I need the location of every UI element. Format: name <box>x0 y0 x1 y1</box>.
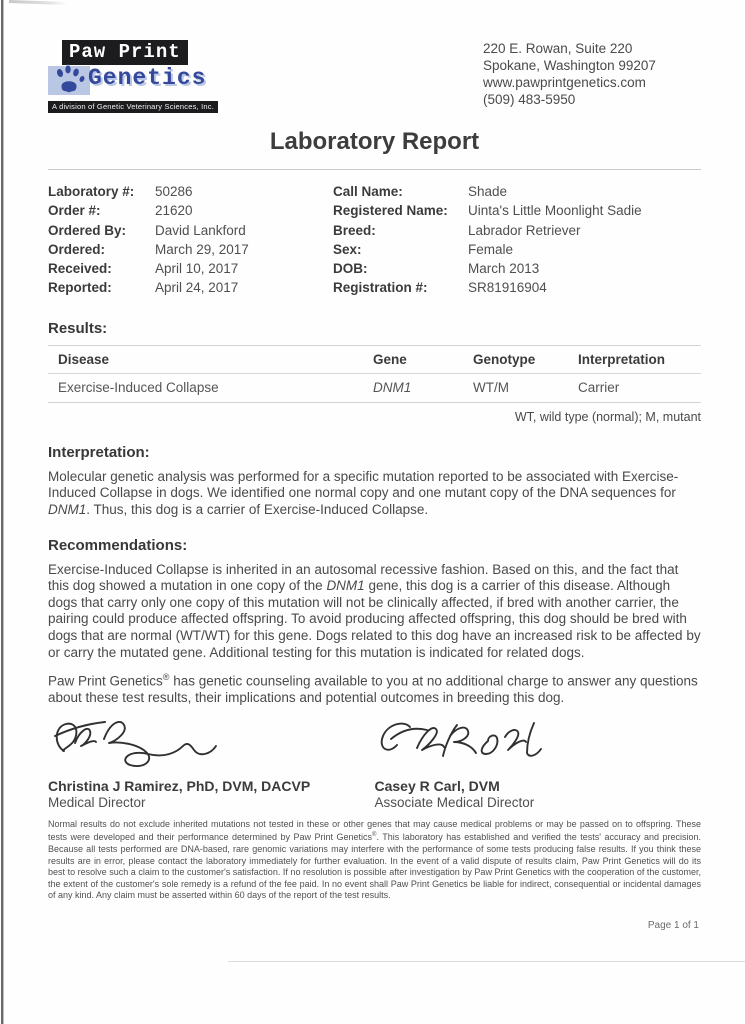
scan-bottom-shadow <box>228 961 745 962</box>
logo-genetics-text: Genetics <box>88 65 207 91</box>
signature-casey-carl <box>375 715 555 771</box>
results-header-row <box>48 345 701 373</box>
info-label: Breed: <box>333 222 376 238</box>
signature-christina-ramirez <box>48 715 248 771</box>
column-header-gene: Gene <box>373 345 473 373</box>
cell-gene: DNM1 <box>373 379 412 395</box>
column-header-disease: Disease <box>48 345 373 373</box>
info-label: Received: <box>48 261 112 277</box>
info-label: Registered Name: <box>333 203 448 219</box>
order-info-grid <box>48 182 701 298</box>
cell-interpretation: Carrier <box>578 379 620 395</box>
info-label: Order #: <box>48 203 101 219</box>
interpretation-heading: Interpretation: <box>48 443 150 461</box>
logo-paw-print-text: Paw Print <box>62 40 188 65</box>
page-title: Laboratory Report <box>269 128 480 155</box>
cell-genotype: WT/M <box>473 379 509 395</box>
logo-tagline: A division of Genetic Veterinary Sciences, Inc. <box>48 101 218 113</box>
recommendations-section <box>48 537 701 707</box>
recommendations-paragraph-1: Exercise-Induced Collapse is inherited in an autosomal recessive fashion. Based on this, and the fact that this dog showed a mutation in one copy of the DNM1 gene, this dog is a carrier of this disease. Although dogs that carry only one copy of this mutation will not be clinically affected, if bred with another carrier, the pairing could produce affected offspring. To avoid producing affected offspring, this dog should be bred with dogs that are normal (WT/WT) for this gene. Dogs related to this dog have an increased risk to be affected by or carry the mutated gene. Additional testing for this mutation is indicated for related dogs. <box>48 561 701 660</box>
recommendations-heading: Recommendations: <box>48 536 188 554</box>
info-label: Call Name: <box>333 184 403 199</box>
interpretation-paragraph: Molecular genetic analysis was performed for a specific mutation reported to be associated with Exercise-Induced Collapse in dogs. We identified one normal copy and one mutant copy of the DNA sequences for DNM1. Thus, this dog is a carrier of Exercise-Induced Collapse. <box>48 468 679 517</box>
info-label: DOB: <box>333 261 368 277</box>
info-value: April 10, 2017 <box>155 261 239 277</box>
info-value: David Lankford <box>155 222 246 238</box>
page-number: Page 1 of 1 <box>647 920 699 931</box>
interpretation-section <box>48 444 701 519</box>
info-value: Uinta's Little Moonlight Sadie <box>468 203 642 219</box>
company-address-block <box>483 40 701 108</box>
signer-name: Casey R Carl, DVM <box>374 777 500 794</box>
column-header-genotype: Genotype <box>473 345 578 373</box>
info-value: March 2013 <box>468 261 540 277</box>
info-value: March 29, 2017 <box>155 241 249 257</box>
info-value: 50286 <box>155 184 193 199</box>
column-header-interpretation: Interpretation <box>578 345 701 373</box>
title-divider <box>48 169 701 170</box>
signatures-row <box>48 715 701 810</box>
logo-genetics-row <box>48 64 218 96</box>
info-value: Labrador Retriever <box>468 222 581 238</box>
paw-print-genetics-logo <box>48 40 218 114</box>
info-value: SR81916904 <box>468 280 547 296</box>
address-line-2: Spokane, Washington 99207 <box>483 58 656 73</box>
info-label: Reported: <box>48 280 112 296</box>
table-row <box>48 373 701 402</box>
paw-print-icon <box>52 64 88 96</box>
signer-title: Associate Medical Director <box>374 794 535 810</box>
company-phone: (509) 483-5950 <box>483 92 576 107</box>
address-line-1: 220 E. Rowan, Suite 220 <box>483 41 633 56</box>
info-value: April 24, 2017 <box>155 280 239 296</box>
signature-block-associate-medical-director <box>375 715 702 810</box>
info-value: 21620 <box>155 203 193 219</box>
results-heading: Results: <box>48 319 108 337</box>
signature-block-medical-director <box>48 715 375 810</box>
recommendations-paragraph-2: Paw Print Genetics® has genetic counseling available to you at no additional charge to answer any questions about these test results, their implications and potential outcomes in breeding this dog. <box>48 672 698 706</box>
scan-edge-line-light <box>3 0 4 1024</box>
results-section <box>48 320 701 424</box>
signer-name: Christina J Ramirez, PhD, DVM, DACVP <box>48 777 311 794</box>
cell-disease: Exercise-Induced Collapse <box>58 379 219 395</box>
info-label: Sex: <box>333 241 362 257</box>
info-value: Shade <box>468 184 508 199</box>
legal-disclaimer: Normal results do not exclude inherited mutations not tested in these or other genes that may cause medical problems or may be passed on to offspring. These tests were developed and their performance determined by Paw Print Genetics®. This laboratory has established and verified the tests' accuracy and precision. Because all tests performed are DNA-based, rare genomic variations may interfere with the performance of some tests producing false results. If you think these results are in error, please contact the laboratory immediately for further evaluation. In the event of a valid dispute of results claim, Paw Print Genetics will do its best to resolve such a claim to the customer's satisfaction. If no resolution is possible after investigation by Paw Print Genetics with the cooperation of the customer, the extent of the customer's sole remedy is a refund of the fee paid. In no event shall Paw Print Genetics be liable for indirect, consequential or incidental damages of any kind. Any claim must be asserted within 60 days of the report of the test results. <box>48 818 701 901</box>
company-website: www.pawprintgenetics.com <box>483 75 646 90</box>
signer-title: Medical Director <box>48 794 146 810</box>
info-label: Ordered By: <box>48 222 127 238</box>
info-label: Laboratory #: <box>48 184 135 199</box>
report-header <box>48 0 701 114</box>
info-value: Female <box>468 241 514 257</box>
results-footnote: WT, wild type (normal); M, mutant <box>514 409 701 424</box>
info-label: Registration #: <box>333 280 428 296</box>
results-table <box>48 345 701 403</box>
info-label: Ordered: <box>48 241 106 257</box>
